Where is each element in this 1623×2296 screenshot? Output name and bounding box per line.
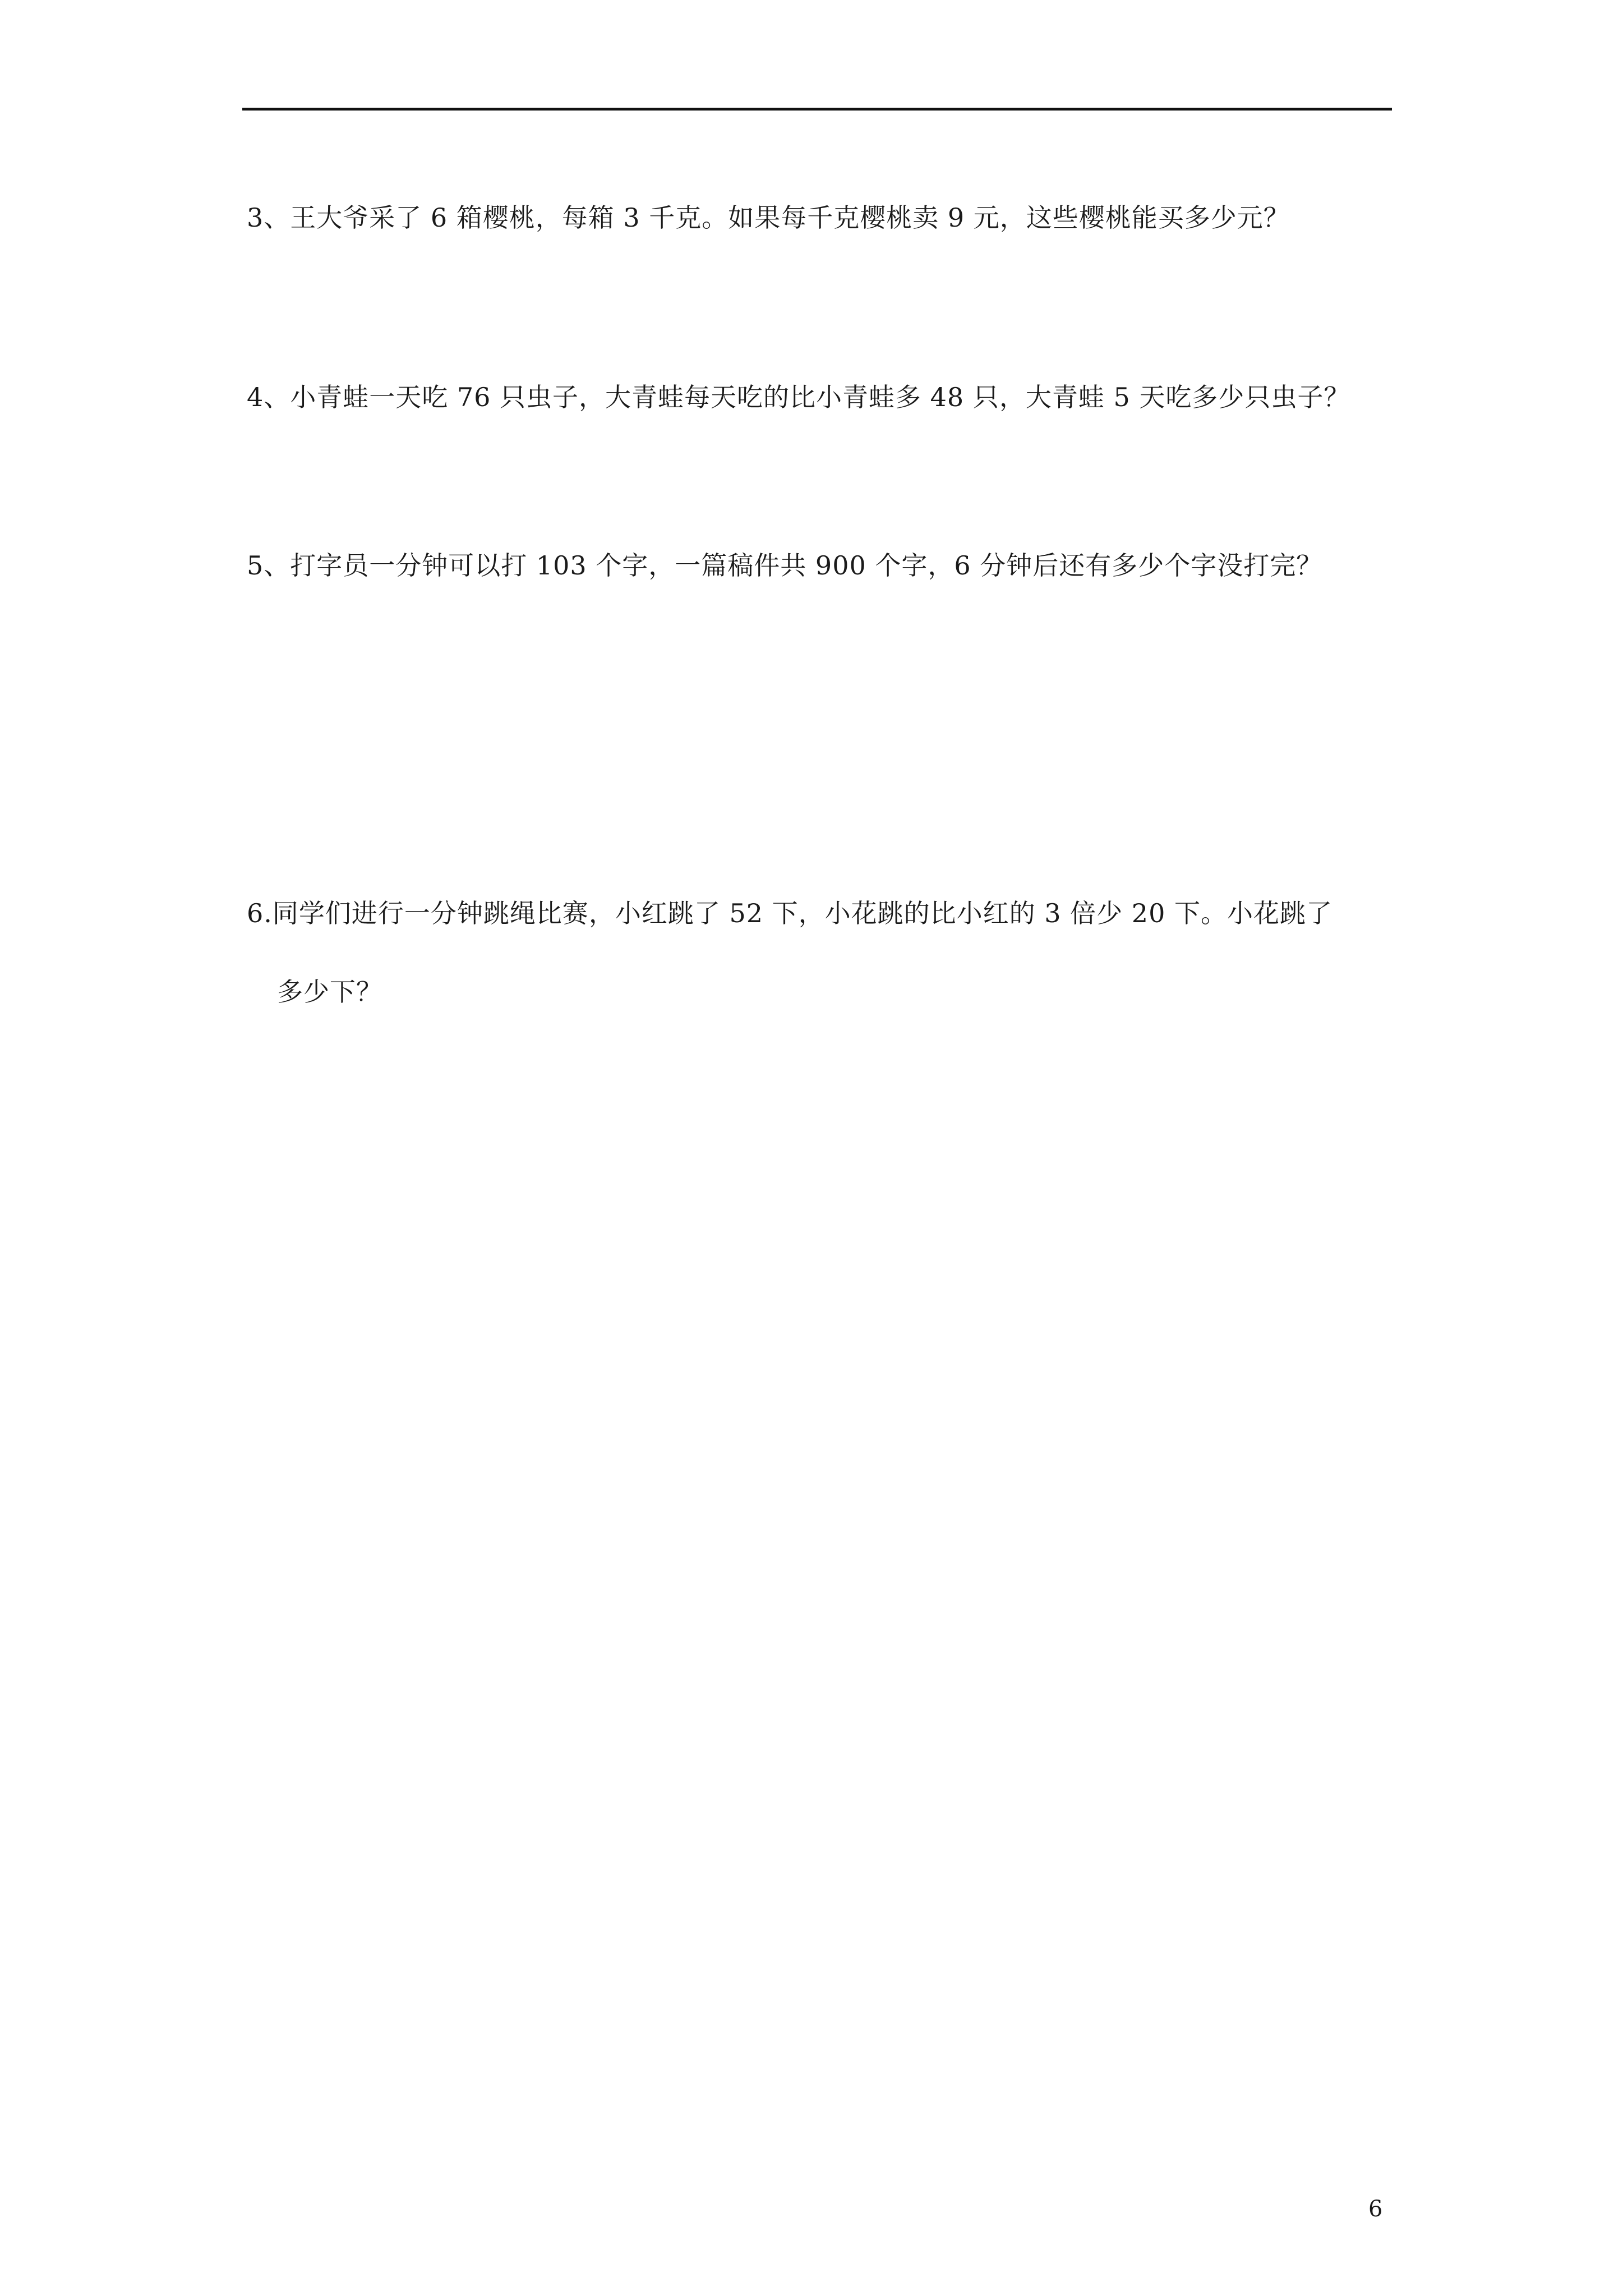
- question-5: 5、打字员一分钟可以打 103 个字，一篇稿件共 900 个字，6 分钟后还有多少个字没打完？: [247, 550, 1323, 581]
- question-4: 4、小青蛙一天吃 76 只虫子，大青蛙每天吃的比小青蛙多 48 只，大青蛙 5 天吃多少只虫子？: [247, 382, 1350, 412]
- question-6: 6.同学们进行一分钟跳绳比赛，小红跳了 52 下，小花跳的比小红的 3 倍少 20 下。小花跳了: [247, 898, 1332, 928]
- question-6-continuation: 多少下？: [277, 977, 382, 1007]
- question-3: 3、王大爷采了 6 箱樱桃，每箱 3 千克。如果每千克樱桃卖 9 元，这些樱桃能买多少元？: [247, 203, 1290, 233]
- page-number: 6: [1368, 2196, 1383, 2222]
- header-rule: [242, 108, 1392, 111]
